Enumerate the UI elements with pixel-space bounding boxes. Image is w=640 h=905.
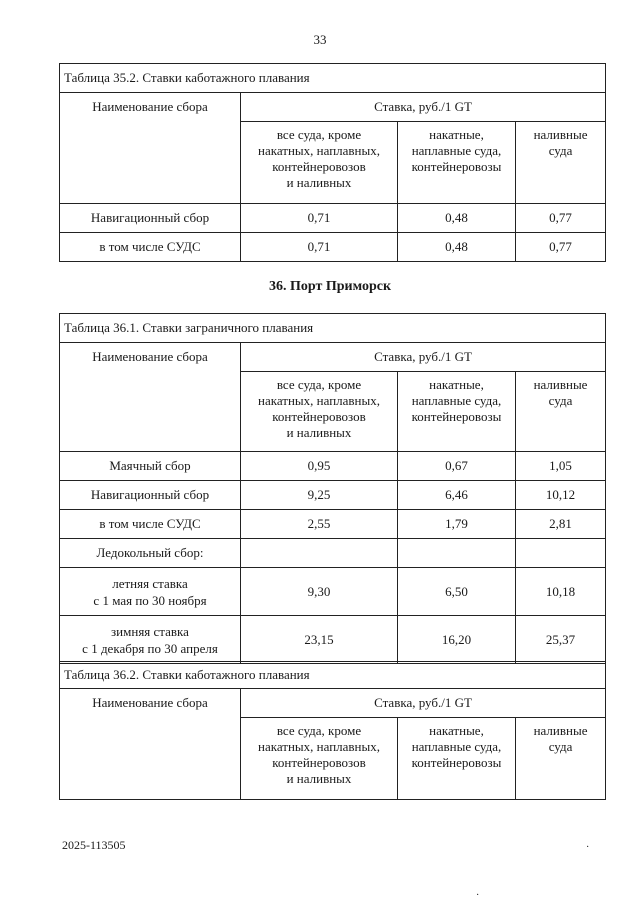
col-header-roro-container: накатные, наплавные суда, контейнеровозы xyxy=(398,122,516,204)
table-caption: Таблица 36.1. Ставки заграничного плавания xyxy=(60,314,606,343)
table-35-2 xyxy=(59,63,606,262)
name-column-header: Наименование сбора xyxy=(60,343,241,452)
rate-value: 16,20 xyxy=(398,616,516,664)
rate-value: 6,46 xyxy=(398,481,516,510)
table-row xyxy=(60,539,606,568)
rate-value: 9,25 xyxy=(241,481,398,510)
scan-speck: · xyxy=(476,890,480,901)
table-row xyxy=(60,616,606,664)
fee-name: Навигационный сбор xyxy=(60,481,241,510)
rate-value: 2,55 xyxy=(241,510,398,539)
rate-value: 0,77 xyxy=(516,233,606,262)
table-row xyxy=(60,452,606,481)
rate-value: 0,95 xyxy=(241,452,398,481)
rate-value: 0,77 xyxy=(516,204,606,233)
rate-value: 25,37 xyxy=(516,616,606,664)
table-row xyxy=(60,568,606,616)
rate-value: 0,67 xyxy=(398,452,516,481)
rate-value: 2,81 xyxy=(516,510,606,539)
table-row xyxy=(60,204,606,233)
rate-value: 0,71 xyxy=(241,233,398,262)
table-caption: Таблица 35.2. Ставки каботажного плавания xyxy=(60,64,606,93)
rate-value: 0,48 xyxy=(398,233,516,262)
rate-header: Ставка, руб./1 GT xyxy=(241,343,606,372)
col-header-tankers: наливные суда xyxy=(516,718,606,800)
table-row xyxy=(60,481,606,510)
table-row xyxy=(60,510,606,539)
col-header-tankers: наливные суда xyxy=(516,372,606,452)
col-header-roro-container: накатные, наплавные суда, контейнеровозы xyxy=(398,372,516,452)
rate-value: 9,30 xyxy=(241,568,398,616)
rate-value: 1,05 xyxy=(516,452,606,481)
rate-header: Ставка, руб./1 GT xyxy=(241,93,606,122)
page-number: 33 xyxy=(313,32,327,47)
rate-value: 23,15 xyxy=(241,616,398,664)
col-header-all-vessels: все суда, кроме накатных, наплавных, контейнеровозов и наливных xyxy=(241,718,398,800)
rate-value: 6,50 xyxy=(398,568,516,616)
fee-name: зимняя ставка с 1 декабря по 30 апреля xyxy=(60,616,241,664)
table-row xyxy=(60,233,606,262)
table-caption: Таблица 36.2. Ставки каботажного плавания xyxy=(60,662,606,689)
fee-name: в том числе СУДС xyxy=(60,510,241,539)
name-column-header: Наименование сбора xyxy=(60,689,241,800)
rate-value: 0,48 xyxy=(398,204,516,233)
scan-speck: · xyxy=(586,842,590,853)
col-header-tankers: наливные суда xyxy=(516,122,606,204)
rate-value: 10,18 xyxy=(516,568,606,616)
fee-name: Маячный сбор xyxy=(60,452,241,481)
col-header-roro-container: накатные, наплавные суда, контейнеровозы xyxy=(398,718,516,800)
fee-name: Навигационный сбор xyxy=(60,204,241,233)
rate-value xyxy=(241,539,398,568)
section-title: 36. Порт Приморск xyxy=(268,279,392,294)
rate-header: Ставка, руб./1 GT xyxy=(241,689,606,718)
document-code: 2025-113505 xyxy=(62,838,126,852)
fee-name: летняя ставка с 1 мая по 30 ноября xyxy=(60,568,241,616)
fee-name: Ледокольный сбор: xyxy=(60,539,241,568)
name-column-header: Наименование сбора xyxy=(60,93,241,204)
rate-value: 10,12 xyxy=(516,481,606,510)
rate-value: 0,71 xyxy=(241,204,398,233)
rate-value xyxy=(398,539,516,568)
rate-value: 1,79 xyxy=(398,510,516,539)
rate-value xyxy=(516,539,606,568)
table-36-1 xyxy=(59,313,606,664)
table-36-2 xyxy=(59,661,606,800)
col-header-all-vessels: все суда, кроме накатных, наплавных, контейнеровозов и наливных xyxy=(241,372,398,452)
fee-name: в том числе СУДС xyxy=(60,233,241,262)
col-header-all-vessels: все суда, кроме накатных, наплавных, контейнеровозов и наливных xyxy=(241,122,398,204)
